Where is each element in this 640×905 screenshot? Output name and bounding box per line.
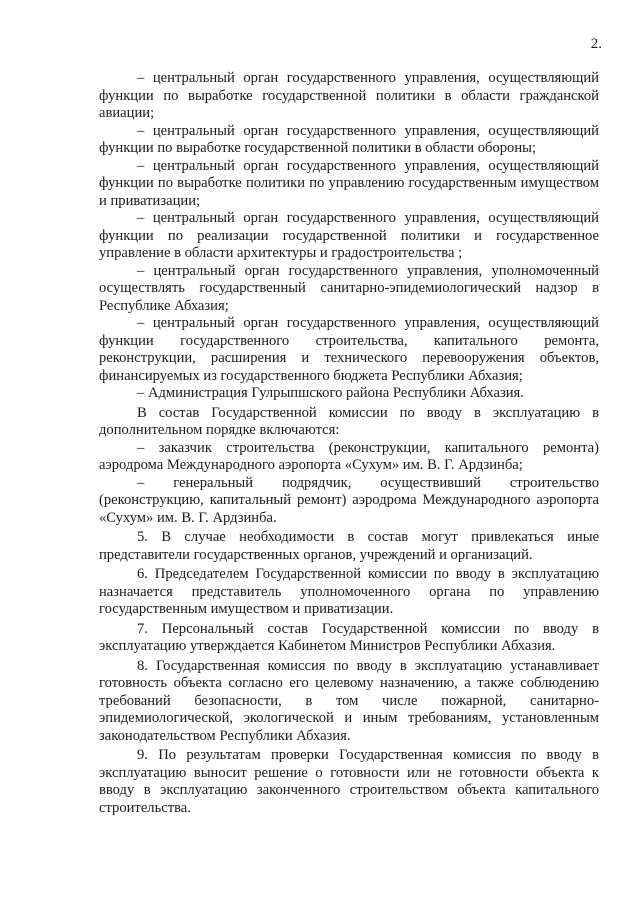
paragraph-administration: – Администрация Гулрыпшского района Республики Абхазия.: [137, 385, 524, 401]
paragraph-civil-aviation: – центральный орган государственного управления, осуществляющий функции по выработке государственной политики в области гражданской авиации;: [99, 70, 599, 121]
paragraph-item-6: 6. Председателем Государственной комиссии по вводу в эксплуатацию назначается представитель уполномоченного органа по управлению государственным имуществом и приватизации.: [99, 566, 599, 617]
paragraph-item-7: 7. Персональный состав Государственной комиссии по вводу в эксплуатацию утверждается Кабинетом Министров Республики Абхазия.: [99, 620, 599, 654]
paragraph-state-property: – центральный орган государственного управления, осуществляющий функции по выработке политики по управлению государственным имуществом и приватизации;: [99, 157, 599, 209]
paragraph-general-contractor: – генеральный подрядчик, осуществивший строительство (реконструкцию, капитальный ремонт) аэродрома Международного аэропорта «Сухум» им. В. Г. Ардзинба.: [99, 474, 599, 526]
paragraph-item-5: 5. В случае необходимости в состав могут привлекаться иные представители государственных органов, учреждений и организаций.: [99, 529, 599, 563]
paragraph-sanitary: – центральный орган государственного управления, уполномоченный осуществлять государственный санитарно-эпидемиологический надзор в Республике Абхазия;: [99, 262, 599, 314]
paragraph-additional-members: В состав Государственной комиссии по вводу в эксплуатацию в дополнительном порядке включаются:: [99, 404, 599, 438]
paragraph-defense: – центральный орган государственного управления, осуществляющий функции по выработке государственной политики в области обороны;: [99, 122, 599, 156]
paragraph-customer: – заказчик строительства (реконструкции, капитального ремонта) аэродрома Международного аэропорта «Сухум» им. В. Г. Ардзинба;: [99, 439, 599, 473]
paragraph-architecture: – центральный орган государственного управления, осуществляющий функции по реализации государственной политики и государственное управление в области архитектуры и градостроительства ;: [99, 210, 599, 261]
page-number: 2.: [590, 36, 602, 52]
document-body: [99, 70, 599, 817]
paragraph-item-8: 8. Государственная комиссия по вводу в эксплуатацию устанавливает готовность объекта согласно его целевому назначению, а также соблюдению требований безопасности, в том числе пожарной, санитарно-эпидемиологической, экологической и иным требованиям, установленным законодательством Республики Абхазия.: [99, 657, 599, 744]
paragraph-construction: – центральный орган государственного управления, осуществляющий функции государственного строительства, капитального ремонта, реконструкции, расширения и технического перевооружения объектов, финансируемых из государственного бюджета Республики Абхазия;: [99, 315, 599, 384]
paragraph-item-9: 9. По результатам проверки Государственная комиссия по вводу в эксплуатацию выносит решение о готовности или не готовности объекта к вводу в эксплуатацию законченного строительством объекта капитального строительства.: [99, 747, 599, 816]
